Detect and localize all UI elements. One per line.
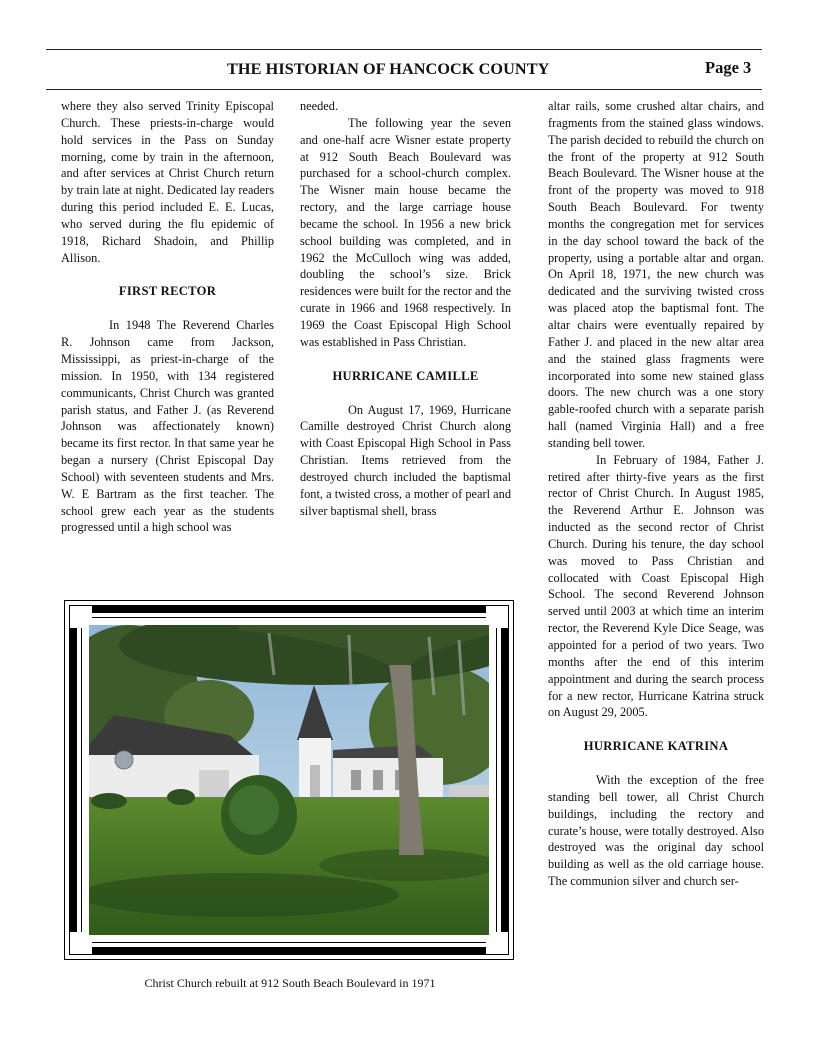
paragraph: In February of 1984, Father J. retired after thirty-five years as the first rector of Christ Church. In August 1985, the Reverend Arthur E. Johnson was inducted as the second rector of Christ Church. During his tenure, the day school was moved to Pass Christian and collocated with Coast Episcopal High School. The second Reverend Johnson served until 2003 at which time an interim rector, the Reverend Kyle Dice Seage, was appointed for a period of two years. Two months after the end of this interim appointment and during the search process for a new rector, Hurricane Katrina struck on August 29, 2005. xyxy=(548,452,764,720)
paragraph: needed. xyxy=(300,99,339,113)
column-3 xyxy=(548,98,764,890)
church-photo xyxy=(89,625,489,935)
paragraph: where they also served Trinity Episcopal Church. These priests-in-charge would hold services in the Pass on Sunday morning, come by train in the afternoon, and after services at Christ Church return by train late at night. Dedicated lay readers during this period included E. E. Lucas, who served during the flu epidemic of 1918, Richard Shadoin, and Phillip Allison. xyxy=(61,99,274,265)
paragraph: altar rails, some crushed altar chairs, and fragments from the stained glass windows. The parish decided to rebuild the church on the front of the property at 912 South Beach Boulevard. The Wisner house at the front of the property was moved to 918 South Beach Boulevard. For twenty months the congregation met for services in the day school toward the back of the property, using a portable altar and organ. On April 18, 1971, the new church was dedicated and the surviving twisted cross was placed atop the baptismal font. The altar chairs were eventually repaired by Father J. and placed in the new altar area and the stained glass fragments were incorporated into some new stained glass doors. The new church was a one story gable-roofed church with a separate parish hall (named Virginia Hall) and a free standing bell tower. xyxy=(548,99,764,450)
header-bottom-rule xyxy=(46,89,762,90)
paragraph: The following year the seven and one-half acre Wisner estate property at 912 South Beach Boulevard was purchased for a school-church complex. The Wisner main house became the rectory, and the large carriage house became the school. In 1956 a new brick school building was completed, and in 1962 the McCulloch wing was added, doubling the school’s size. Brick residences were built for the rector and the curate in 1966 and 1968 respectively. In 1969 the Coast Episcopal High School was established in Pass Christian. xyxy=(300,115,511,349)
paragraph: On August 17, 1969, Hurricane Camille destroyed Christ Church along with Coast Episcopal High School in Pass Christian. Items retrieved from the destroyed church included the baptismal font, a twisted cross, a mother of pearl and silver baptismal shell, brass xyxy=(300,402,511,518)
page-number: Page 3 xyxy=(705,58,752,77)
masthead-title: THE HISTORIAN OF HANCOCK COUNTY xyxy=(227,60,550,78)
column-2 xyxy=(300,98,511,519)
section-heading-first-rector: FIRST RECTOR xyxy=(118,284,217,299)
paragraph: With the exception of the free standing bell tower, all Christ Church buildings, including the rectory and curate’s house, were totally destroyed. Also destroyed was the original day school building as well as the old carriage house. The communion silver and church ser- xyxy=(548,773,764,889)
section-heading-hurricane-katrina: HURRICANE KATRINA xyxy=(583,739,729,754)
photo-caption: Christ Church rebuilt at 912 South Beach Boulevard in 1971 xyxy=(144,976,436,990)
column-1 xyxy=(61,98,274,536)
top-rule xyxy=(46,49,762,50)
section-heading-hurricane-camille: HURRICANE CAMILLE xyxy=(332,368,479,383)
paragraph: In 1948 The Reverend Charles R. Johnson came from Jackson, Mississippi, as priest-in-charge of the mission. In 1950, with 134 registered communicants, Christ Church was granted parish status, and Father J. (as Reverend Johnson was affectionately known) became its first rector. In that same year he began a nursery (Christ Episcopal Day School) with seventeen students and Mrs. W. E Bartram as the first teacher. The school grew each year as the students progressed until a high school was xyxy=(61,318,274,535)
